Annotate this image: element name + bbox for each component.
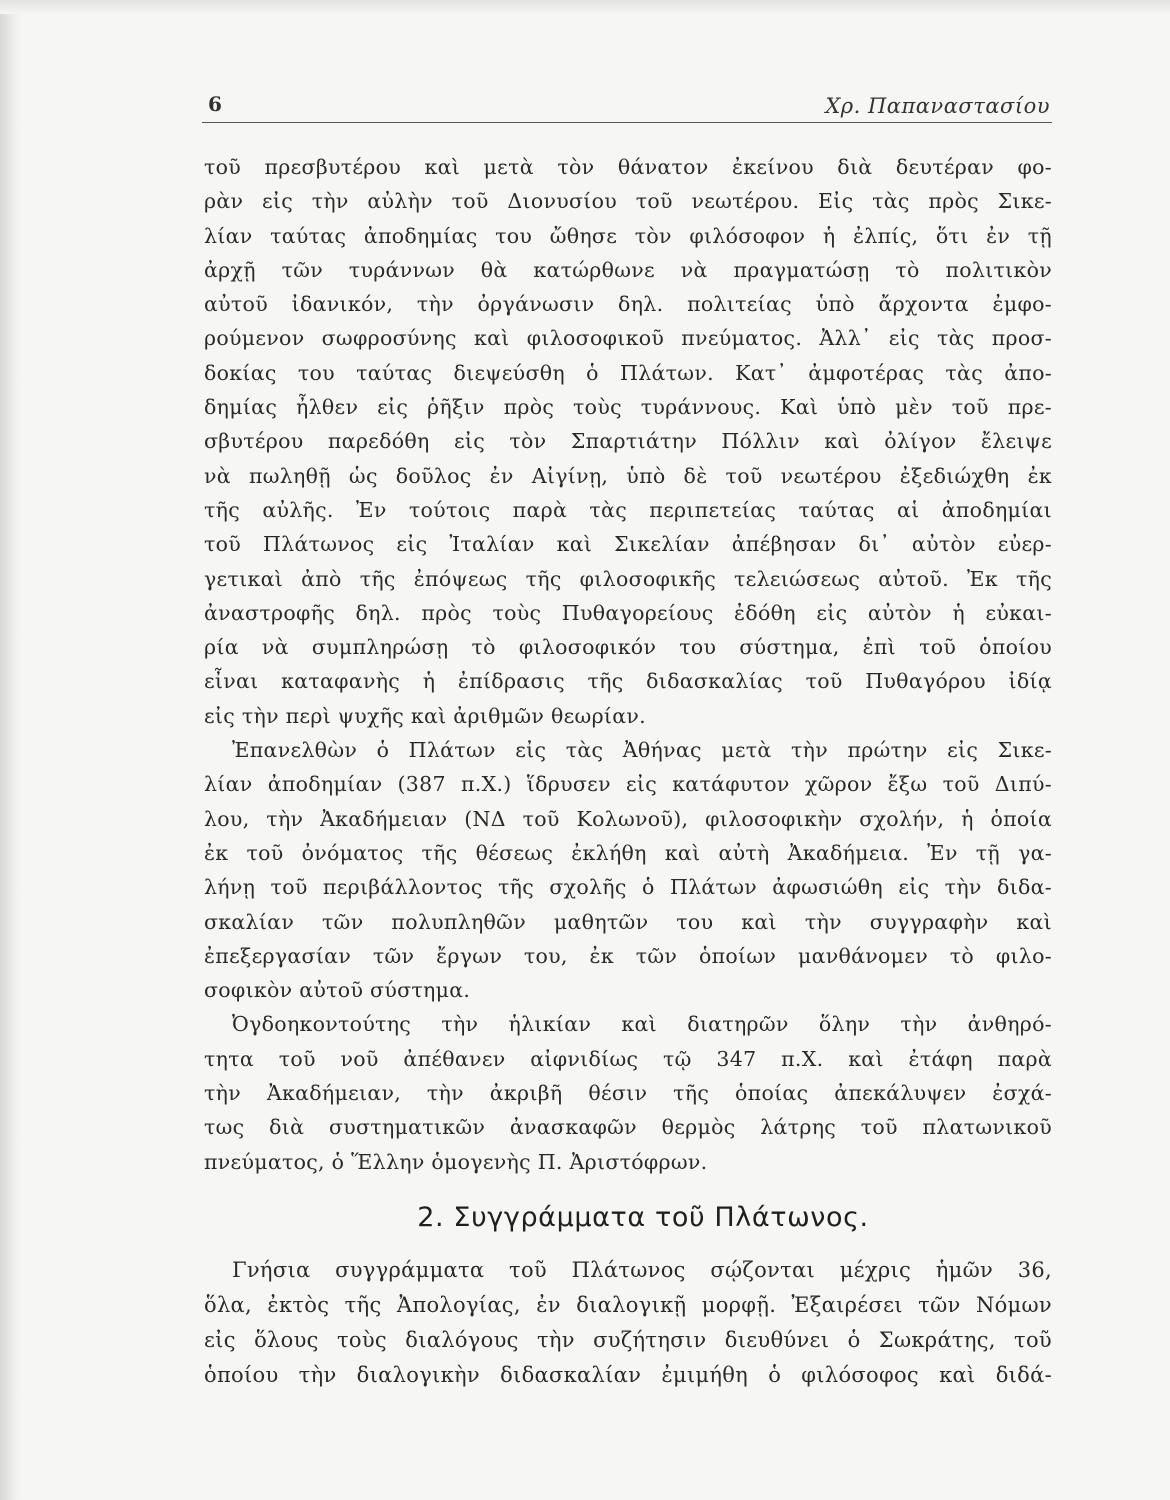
text-line: γετικαὶ ἀπὸ τῆς ἐπόψεως τῆς φιλοσοφικῆς τελειώσεως αὐτοῦ. Ἐκ τῆς [204,566,1052,591]
text-line: τὴν Ἀκαδήμειαν, τὴν ἀκριβῆ θέσιν τῆς ὁποίας ἀπεκάλυψεν ἐσχά- [204,1081,1052,1106]
paragraph-2 [204,733,1052,1007]
text-line: δοκίας του ταύτας διεψεύσθη ὁ Πλάτων. Κατ᾽ ἀμφοτέρας τὰς ἀπο- [204,360,1052,385]
text-line: σβυτέρου παρεδόθη εἰς τὸν Σπαρτιάτην Πόλλιν καὶ ὀλίγον ἔλειψε [204,429,1052,454]
scan-top-shadow [0,0,1170,14]
text-line: πνεύματος, ὁ Ἕλλην ὁμογενὴς Π. Ἀριστόφρων. [204,1149,708,1174]
text-line: εἰς τὴν περὶ ψυχῆς καὶ ἀριθμῶν θεωρίαν. [204,703,646,728]
paragraph-1 [204,150,1052,733]
body-text [204,150,1052,1393]
text-line: ὅλα, ἐκτὸς τῆς Ἀπολογίας, ἐν διαλογικῇ μορφῇ. Ἐξαιρέσει τῶν Νόμων [204,1292,1052,1317]
text-line: δημίας ἦλθεν εἰς ῥῆξιν πρὸς τοὺς τυράννους. Καὶ ὑπὸ μὲν τοῦ πρε- [204,395,1052,420]
text-line: ρὰν εἰς τὴν αὐλὴν τοῦ Διονυσίου τοῦ νεωτέρου. Εἰς τὰς πρὸς Σικε- [204,189,1052,214]
text-line: λου, τὴν Ἀκαδήμειαν (ΝΔ τοῦ Κολωνοῦ), φιλοσοφικὴν σχολήν, ἡ ὁποία [204,806,1052,831]
text-line: Ἐπανελθὼν ὁ Πλάτων εἰς τὰς Ἀθήνας μετὰ τὴν πρώτην εἰς Σικε- [232,738,1052,763]
text-line: τητα τοῦ νοῦ ἀπέθανεν αἰφνιδίως τῷ 347 π.Χ. καὶ ἐτάφη παρὰ [204,1046,1052,1071]
paragraph-3 [204,1007,1052,1178]
text-line: σοφικὸν αὐτοῦ σύστημα. [204,978,471,1003]
text-line: Γνήσια συγγράμματα τοῦ Πλάτωνος σῴζονται μέχρις ἡμῶν 36, [232,1257,1052,1282]
text-line: τοῦ πρεσβυτέρου καὶ μετὰ τὸν θάνατον ἐκείνου διὰ δευτέραν φο- [204,155,1052,179]
text-line: ρούμενον σωφροσύνης καὶ φιλοσοφικοῦ πνεύματος. Ἀλλ᾽ εἰς τὰς προσ- [204,326,1052,351]
header-rule [202,122,1052,123]
paragraph-4 [204,1253,1052,1393]
text-line: τοῦ Πλάτωνος εἰς Ἰταλίαν καὶ Σικελίαν ἀπέβησαν δι᾽ αὐτὸν εὐερ- [204,532,1052,557]
page-number: 6 [208,92,222,116]
text-line: ὁποίου τὴν διαλογικὴν διδασκαλίαν ἐμιμήθη ὁ φιλόσοφος καὶ διδά- [204,1362,1052,1387]
text-line: λήνῃ τοῦ περιβάλλοντος τῆς σχολῆς ὁ Πλάτων ἀφωσιώθη εἰς τὴν διδα- [204,875,1052,900]
text-line: νὰ πωληθῇ ὡς δοῦλος ἐν Αἰγίνῃ, ὑπὸ δὲ τοῦ νεωτέρου ἐξεδιώχθη ἐκ [204,463,1052,488]
text-line: λίαν ταύτας ἀποδημίας του ὤθησε τὸν φιλόσοφον ἡ ἐλπίς, ὅτι ἐν τῇ [204,223,1052,248]
text-line: ρία νὰ συμπληρώσῃ τὸ φιλοσοφικόν του σύστημα, ἐπὶ τοῦ ὁποίου [204,635,1052,660]
text-line: ἐπεξεργασίαν τῶν ἔργων του, ἐκ τῶν ὁποίων μανθάνομεν τὸ φιλο- [204,943,1052,968]
text-line: Ὀγδοηκοντούτης τὴν ἡλικίαν καὶ διατηρῶν ὅλην τὴν ἀνθηρό- [232,1012,1052,1037]
text-line: σκαλίαν τῶν πολυπληθῶν μαθητῶν του καὶ τὴν συγγραφὴν καὶ [204,909,1052,934]
text-line: λίαν ἀποδημίαν (387 π.Χ.) ἵδρυσεν εἰς κατάφυτον χῶρον ἔξω τοῦ Διπύ- [204,772,1052,797]
text-line: αὐτοῦ ἰδανικόν, τὴν ὀργάνωσιν δηλ. πολιτείας ὑπὸ ἄρχοντα ἐμφο- [204,292,1052,317]
text-line: τως διὰ συστηματικῶν ἀνασκαφῶν θερμὸς λάτρης τοῦ πλατωνικοῦ [204,1115,1052,1140]
text-line: εἶναι καταφανὴς ἡ ἐπίδρασις τῆς διδασκαλίας τοῦ Πυθαγόρου ἰδίᾳ [204,669,1052,694]
text-line: ἀρχῇ τῶν τυράννων θὰ κατώρθωνε νὰ πραγματώσῃ τὸ πολιτικὸν [204,257,1052,282]
page-header [202,92,1052,128]
text-line: ἐκ τοῦ ὀνόματος τῆς θέσεως ἐκλήθη καὶ αὐτὴ Ἀκαδήμεια. Ἐν τῇ γα- [204,840,1052,865]
section-heading: 2. Συγγράμματα τοῦ Πλάτωνος. [417,1201,869,1233]
text-line: τῆς αὐλῆς. Ἐν τούτοις παρὰ τὰς περιπετείας ταύτας αἱ ἀποδημίαι [204,497,1052,522]
running-head: Χρ. Παπαναστασίου [825,94,1050,118]
text-line: εἰς ὅλους τοὺς διαλόγους τὴν συζήτησιν διευθύνει ὁ Σωκράτης, τοῦ [204,1327,1052,1352]
scan-edge-shadow [0,0,22,1500]
text-line: ἀναστροφῆς δηλ. πρὸς τοὺς Πυθαγορείους ἐδόθη εἰς αὐτὸν ἡ εὐκαι- [204,600,1052,625]
